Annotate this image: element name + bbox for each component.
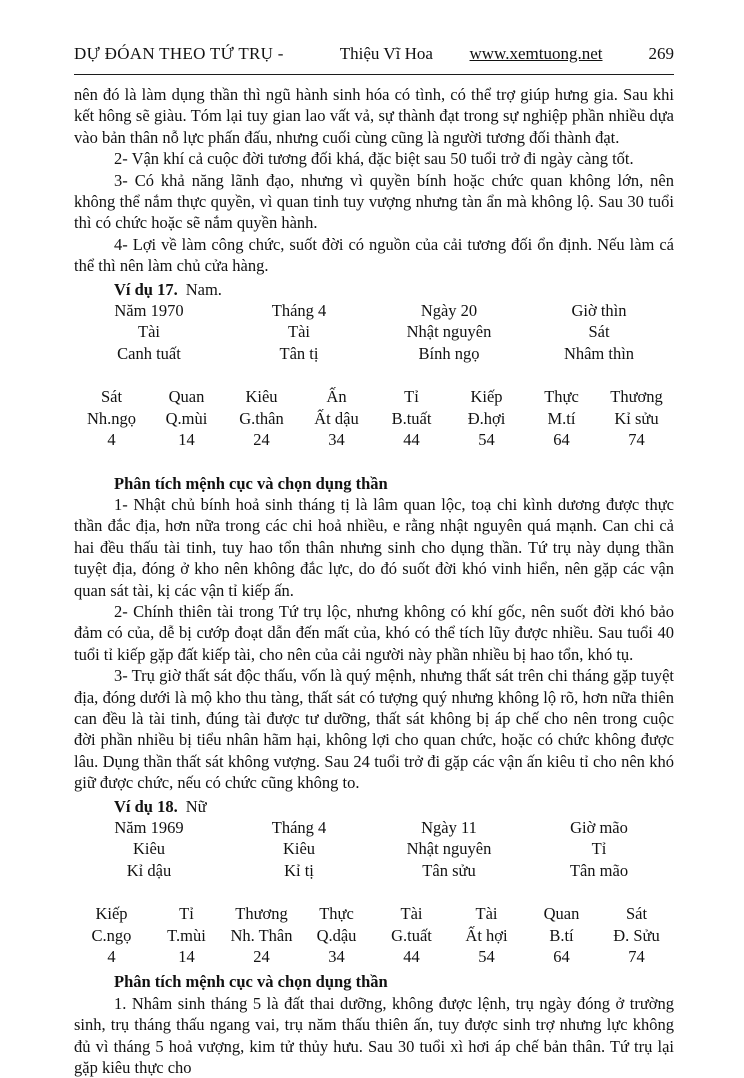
pillar-title: Tháng 4 — [271, 301, 327, 321]
paragraph-point-4: 4- Lợi về làm công chức, suốt đời có nguồn của cải tương đối ổn định. Nếu làm cá thể thì nên làm chủ cửa hàng. — [74, 234, 674, 276]
pillar-star: Nhật nguyên — [406, 839, 492, 859]
pillar-ganzhi: Nhâm thìn — [563, 343, 635, 363]
luck-star: Ấn — [326, 387, 347, 407]
spacer — [74, 364, 674, 386]
luck-star: Tài — [475, 904, 498, 924]
example17-label: Ví dụ 17. — [114, 279, 178, 299]
luck-age: 14 — [178, 947, 195, 967]
pillar-column — [74, 300, 224, 364]
luck-column — [449, 386, 524, 450]
luck-pillar: Nh. Thân — [230, 925, 293, 945]
paragraph-intro-continuation: nên đó là làm dụng thần thì ngũ hành sinh hóa có tình, có thể trợ giúp hưng gia. Sau khi kết hông sẽ giàu. Tóm lại tuy gian lao vất vả, sự thành đạt trong sự nghiệp phần nhiều dựa vào bản thân nỗ lực phấn đấu, nhưng cuối cùng cũng là người tương đối thành đạt. — [74, 85, 674, 147]
example18-luck-cycle-table — [74, 903, 674, 967]
luck-pillar: C.ngọ — [91, 925, 132, 945]
luck-column — [599, 903, 674, 967]
luck-column — [149, 386, 224, 450]
luck-pillar: G.thân — [239, 408, 284, 428]
pillar-star: Sát — [588, 322, 610, 342]
example18-analysis-1: 1. Nhâm sinh tháng 5 là đất thai dưỡng, không được lệnh, trụ ngày đóng ở trường sinh, trụ tháng thấu ngang vai, trụ năm thấu thiên ấn, tuy được sinh trợ nhưng lực không đủ vì tháng 5 hoả vượng, kim tử thủy hưu. Sau 30 tuổi xì hơi áp chế bản thân. Tứ trụ lại gặp kiêu thực cho — [74, 993, 674, 1078]
pillar-star: Tỉ — [591, 839, 607, 859]
luck-column — [74, 903, 149, 967]
pillar-column — [224, 300, 374, 364]
luck-column — [524, 903, 599, 967]
luck-column — [224, 386, 299, 450]
luck-column — [524, 386, 599, 450]
luck-age: 74 — [628, 430, 645, 450]
pillar-column — [524, 817, 674, 881]
luck-age: 44 — [403, 947, 420, 967]
luck-column — [74, 386, 149, 450]
pillar-star: Kiêu — [132, 839, 166, 859]
luck-pillar: Q.mùi — [165, 408, 208, 428]
luck-star: Quan — [543, 904, 580, 924]
page-header — [74, 44, 674, 64]
pillar-column — [224, 817, 374, 881]
pillar-ganzhi: Kỉ dậu — [126, 860, 172, 880]
luck-star: Thương — [235, 904, 288, 924]
example17-analysis-heading: Phân tích mệnh cục và chọn dụng thần — [114, 473, 388, 493]
luck-column — [599, 386, 674, 450]
luck-column — [299, 386, 374, 450]
pillar-star: Nhật nguyên — [406, 322, 492, 342]
spacer — [74, 451, 674, 473]
pillar-column — [374, 817, 524, 881]
author-name: Thiệu Vĩ Hoa — [339, 44, 433, 63]
luck-age: 34 — [328, 947, 345, 967]
page-number: 269 — [648, 44, 674, 63]
pillar-ganzhi: Tân tị — [279, 343, 319, 363]
luck-star: Tỉ — [404, 387, 419, 407]
luck-star: Thực — [319, 904, 354, 924]
page-content — [74, 84, 674, 1078]
pillar-title: Tháng 4 — [271, 818, 327, 837]
example17-analysis-3: 3- Trụ giờ thất sát độc thấu, vốn là quý mệnh, nhưng thất sát trên chi tháng gặp tuyệt địa, đóng dưới là mộ kho thu tàng, thất sát có tượng quý nhưng không lộ rõ, hơn nữa thiên can đều là tài tinh, đúng tài được tư dưỡng, thất sát không bị áp chế cho nên trong cuộc đời phần nhiều bị tiểu nhân hãm hại, không lợi cho quan chức, hoặc có chức không được lâu. Dụng thần thất sát không vượng. Sau 24 tuổi trở đi gặp các vận ấn kiêu tỉ cho nên khó giữ được chức, nếu có chức cũng không to. — [74, 666, 674, 793]
website-link[interactable]: www.xemtuong.net — [469, 44, 603, 63]
example17-luck-cycle-table — [74, 386, 674, 450]
pillar-title: Ngày 11 — [421, 818, 477, 837]
luck-column — [224, 903, 299, 967]
luck-pillar: Kỉ sửu — [614, 408, 659, 428]
luck-age: 64 — [553, 947, 570, 967]
luck-pillar: T.mùi — [167, 925, 206, 945]
pillar-title: Năm 1970 — [114, 301, 184, 321]
luck-star: Kiếp — [470, 387, 503, 407]
pillar-ganzhi: Kỉ tị — [284, 860, 314, 880]
pillar-star: Kiêu — [282, 839, 316, 859]
pillar-column — [74, 817, 224, 881]
example18-pillar-table — [74, 817, 674, 881]
luck-pillar: Đ.hợi — [467, 408, 506, 428]
example18-gender: Nữ — [185, 796, 207, 816]
example17-gender: Nam. — [185, 279, 222, 299]
luck-star: Kiếp — [95, 904, 128, 924]
example17-pillar-table — [74, 300, 674, 364]
luck-pillar: Nh.ngọ — [86, 408, 137, 428]
luck-age: 34 — [328, 430, 345, 450]
paragraph-point-3: 3- Có khả năng lãnh đạo, nhưng vì quyền bính hoặc chức quan không lớn, nên không thể nắm thực quyền, vì quan tinh tuy vượng nhưng tàn ẩn mà không lộ. Sau 30 tuổi thì có chức hoặc sẽ nắm quyền hành. — [74, 170, 674, 233]
luck-star: Thực — [544, 387, 579, 407]
example17-analysis-2: 2- Chính thiên tài trong Tứ trụ lộc, nhưng không có khí gốc, nên suốt đời khó bảo đảm có của, dễ bị cướp đoạt dẫn đến mất của, khó có thể tích lũy được nhiều. Sau tuổi 40 tuổi tỉ kiếp gặp đất kiếp tài, cho nên của cải người này phần nhiều bị hao tổn, khó tụ. — [74, 601, 674, 664]
luck-pillar: Ất dậu — [314, 408, 359, 428]
luck-column — [149, 903, 224, 967]
pillar-star: Tài — [288, 322, 310, 342]
pillar-ganzhi: Tân sửu — [422, 860, 476, 880]
luck-star: Sát — [100, 387, 123, 407]
example18-analysis-heading: Phân tích mệnh cục và chọn dụng thần — [114, 972, 388, 992]
pillar-column — [524, 300, 674, 364]
luck-column — [374, 386, 449, 450]
example18-label: Ví dụ 18. — [114, 796, 178, 816]
luck-age: 44 — [403, 430, 420, 450]
luck-star: Quan — [168, 387, 205, 407]
pillar-title: Giờ thìn — [571, 301, 627, 321]
example17-heading — [74, 279, 674, 300]
pillar-column — [374, 300, 524, 364]
luck-age: 54 — [478, 430, 495, 450]
luck-column — [299, 903, 374, 967]
pillar-ganzhi: Bính ngọ — [418, 343, 480, 363]
luck-star: Kiêu — [245, 387, 278, 407]
luck-star: Sát — [625, 904, 648, 924]
luck-pillar: Đ. Sửu — [613, 925, 660, 945]
luck-age: 4 — [107, 947, 116, 967]
luck-pillar: B.tuất — [391, 408, 432, 428]
spacer — [74, 881, 674, 903]
pillar-ganzhi: Tân mão — [569, 860, 629, 880]
luck-pillar: M.tí — [547, 408, 576, 428]
luck-age: 24 — [253, 430, 270, 450]
paragraph-point-2: 2- Vận khí cả cuộc đời tương đối khá, đặc biệt sau 50 tuổi trở đi ngày càng tốt. — [114, 149, 634, 169]
pillar-title: Năm 1969 — [114, 818, 184, 837]
luck-pillar: Ất hợi — [465, 925, 508, 945]
pillar-star: Tài — [138, 322, 160, 342]
header-divider — [74, 74, 674, 75]
luck-column — [374, 903, 449, 967]
luck-pillar: Q.dậu — [316, 925, 357, 945]
luck-age: 54 — [478, 947, 495, 967]
luck-column — [449, 903, 524, 967]
luck-pillar: G.tuất — [391, 925, 432, 945]
example17-analysis-1: 1- Nhật chủ bính hoả sinh tháng tị là lâm quan lộc, toạ chi kình dương được thực thần đắc địa, hơn nữa trong các chi hoả nhiều, e rằng nhật nguyên quá mạnh. Can chi cả hai đều thấu tài tinh, tuy hao tổn thân nhưng sinh cho dụng thần. Tứ trụ này dụng thần tuyệt địa, đóng ở kho nên không đắc lực, do đó suốt đời khó vinh hiển, nên gặp các vận quan sát tài, kị các vận tỉ kiếp ấn. — [74, 494, 674, 600]
example18-heading — [74, 796, 674, 817]
pillar-ganzhi: Canh tuất — [117, 343, 181, 363]
pillar-title: Giờ mão — [570, 818, 628, 837]
pillar-title: Ngày 20 — [420, 301, 478, 321]
luck-age: 64 — [553, 430, 570, 450]
luck-star: Tài — [400, 904, 423, 924]
luck-age: 14 — [178, 430, 195, 450]
luck-age: 4 — [107, 430, 116, 450]
luck-star: Tỉ — [179, 904, 194, 924]
luck-age: 24 — [253, 947, 270, 967]
luck-star: Thương — [610, 387, 663, 407]
book-title: DỰ ĐÓAN THEO TỨ TRỤ - — [74, 44, 284, 63]
luck-pillar: B.tí — [549, 925, 574, 945]
luck-age: 74 — [628, 947, 645, 967]
